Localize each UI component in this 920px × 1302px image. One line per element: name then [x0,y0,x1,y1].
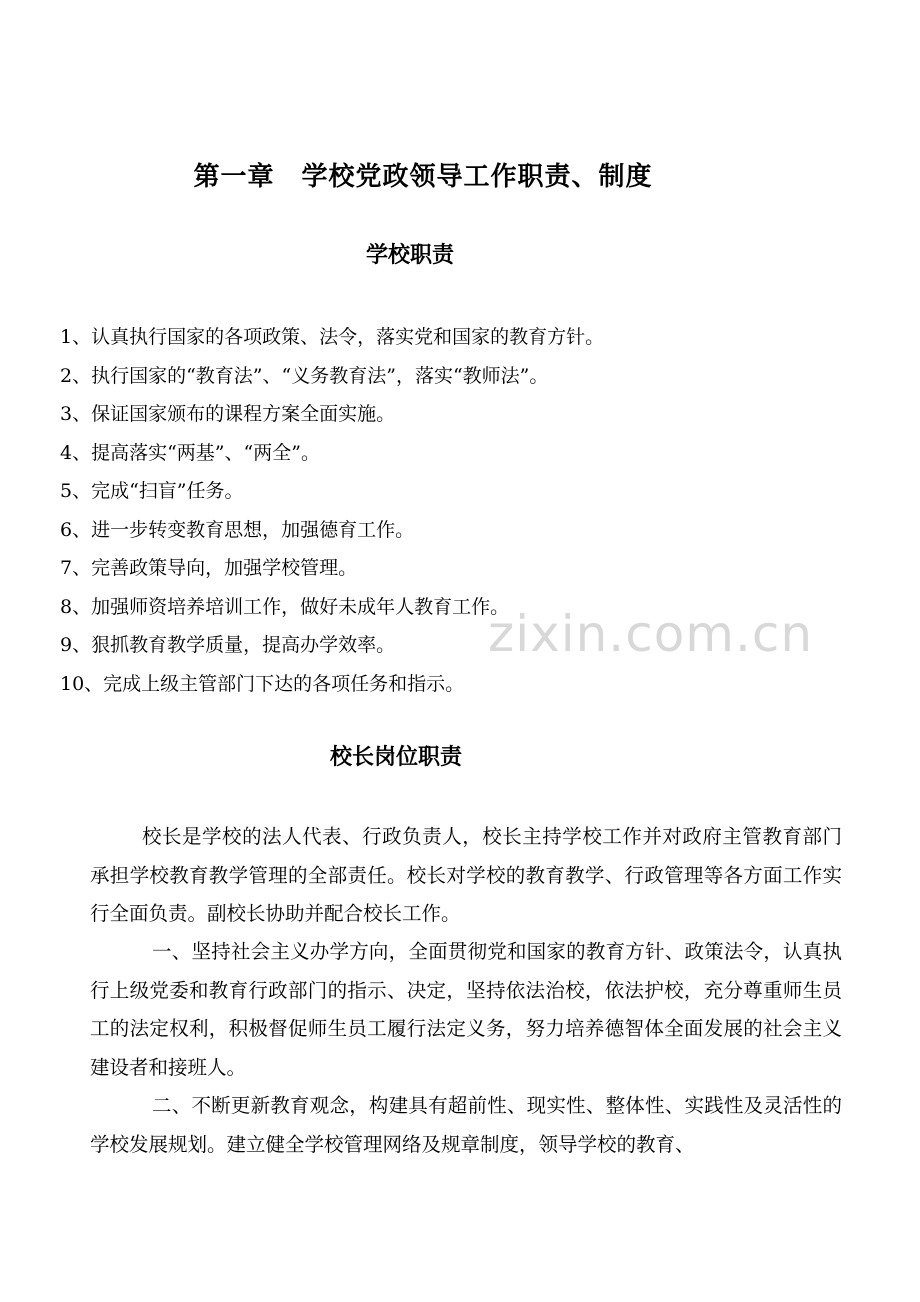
list-item: 5、完成“扫盲”任务。 [60,480,244,502]
list-item: 7、完善政策导向，加强学校管理。 [60,557,358,579]
list-item: 2、执行国家的“教育法”、“义务教育法”，落实“教师法”。 [60,364,549,387]
list-item: 8、加强师资培养培训工作，做好未成年人教育工作。 [60,595,510,618]
section-title-principal-duties: 校长岗位职责 [329,744,462,770]
paragraph-item-2: 二、不断更新教育观念，构建具有超前性、现实性、整体性、实践性及灵活性的学校发展规划。建立健全学校管理网络及规章制度，领导学校的教育、 [90,1094,842,1156]
list-item: 10、完成上级主管部门下达的各项任务和指示。 [60,672,465,695]
list-item: 4、提高落实“两基”、“两全”。 [60,441,320,464]
school-duties-list [60,318,880,703]
section-title-school-duties: 学校职责 [365,242,454,268]
paragraph-item-1: 一、坚持社会主义办学方向，全面贯彻党和国家的教育方针、政策法令，认真执行上级党委和教育行政部门的指示、决定，坚持依法治校，依法护校，充分尊重师生员工的法定权利，积极督促师生员工履行法定义务，努力培养德智体全面发展的社会主义建设者和接班人。 [90,940,842,1079]
paragraph-intro: 校长是学校的法人代表、行政负责人，校长主持学校工作并对政府主管教育部门承担学校教育教学管理的全部责任。校长对学校的教育教学、行政管理等各方面工作实行全面负责。副校长协助并配合校长工作。 [90,825,842,925]
list-item: 3、保证国家颁布的课程方案全面实施。 [60,403,396,425]
watermark: zixin.com.cn [488,605,814,663]
list-item: 9、狠抓教育教学质量，提高办学效率。 [60,634,396,656]
list-item: 6、进一步转变教育思想，加强德育工作。 [60,518,415,541]
chapter-title: 第一章 学校党政领导工作职责、制度 [193,162,653,192]
list-item: 1、认真执行国家的各项政策、法令，落实党和国家的教育方针。 [60,326,605,348]
